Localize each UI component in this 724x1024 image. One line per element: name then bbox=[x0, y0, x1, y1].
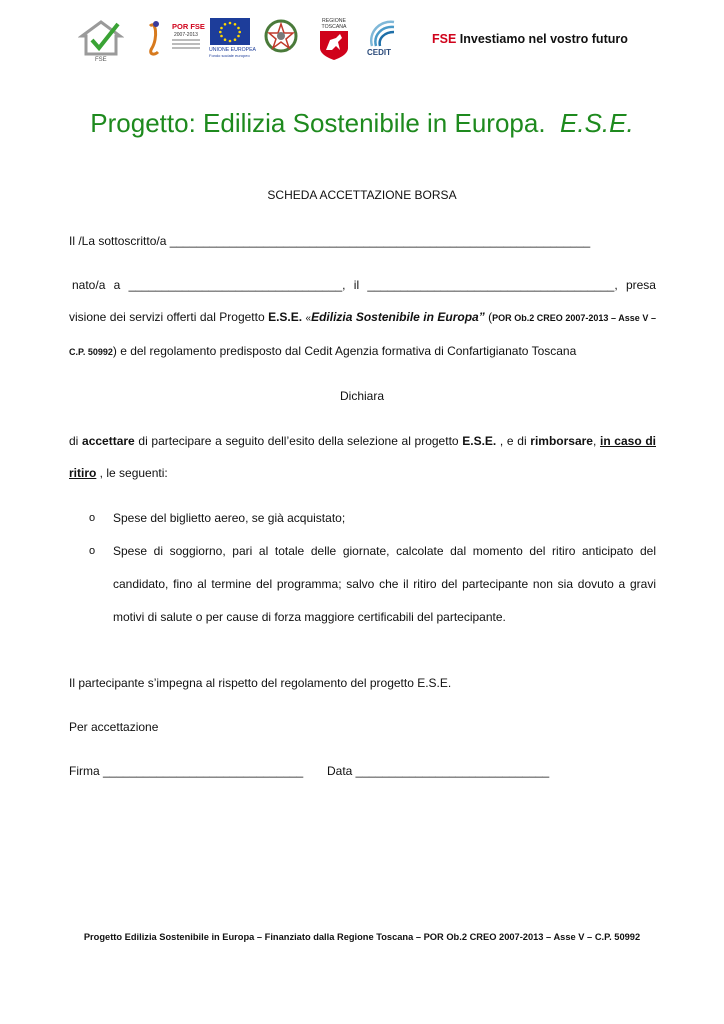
data-field: Data _____________________________ bbox=[327, 764, 550, 778]
visione-text: visione dei servizi offerti dal Progetto bbox=[69, 310, 269, 324]
nato-line bbox=[72, 278, 656, 292]
firma-field: Firma ______________________________ bbox=[69, 764, 304, 778]
footer-text: Progetto Edilizia Sostenibile in Europa – Finanziato dalla Regione Toscana – POR Ob.2 CREO 2007-2013 – Asse V – C.P. 50992 bbox=[83, 932, 641, 942]
sottoscritto-line: Il /La sottoscritto/a _______________________________________________________________ bbox=[69, 234, 591, 248]
acc-rimborsare: rimborsare bbox=[530, 434, 593, 448]
accettare-line bbox=[69, 434, 656, 448]
acc-text-1: di bbox=[69, 434, 83, 448]
bullet-item-1: Spese del biglietto aereo, se già acquistato; bbox=[113, 511, 346, 525]
regione-toscana-logo bbox=[316, 16, 352, 65]
visione-paren: ( bbox=[484, 310, 493, 324]
ritiro-word: ritiro bbox=[69, 466, 97, 480]
presa-text: presa bbox=[625, 278, 656, 292]
bullet-item-2-line-2: candidato, fino al termine del programma; salvo che il ritiro del partecipante non sia dovuto a gravi bbox=[113, 577, 656, 591]
fse-logo-text: FSE bbox=[95, 57, 107, 62]
impegna-line: Il partecipante s’impegna al rispetto del regolamento del progetto E.S.E. bbox=[69, 676, 452, 690]
bullet-marker: o bbox=[89, 512, 96, 524]
dichiara-heading: Dichiara bbox=[339, 389, 384, 403]
acc-ese: E.S.E. bbox=[462, 434, 497, 448]
il-field: il _____________________________________, bbox=[353, 278, 618, 292]
eu-label: UNIONE EUROPEA bbox=[209, 47, 256, 53]
acc-text-3: , e di bbox=[496, 434, 531, 448]
visione-italic: Edilizia Sostenibile in Europa” bbox=[311, 310, 485, 324]
cp-code: C.P. 50992 bbox=[69, 347, 113, 357]
document-subtitle: SCHEDA ACCETTAZIONE BORSA bbox=[267, 188, 457, 202]
por-fse-years: 2007-2013 bbox=[174, 32, 198, 38]
visione-quote: « bbox=[305, 313, 312, 324]
acc-text-2: di partecipare a seguito dell’esito della selezione al progetto bbox=[134, 434, 463, 448]
bullet-marker: o bbox=[89, 545, 96, 557]
bullet-item-2-line-3: motivi di salute o per cause di forza maggiore certificabili del partecipante. bbox=[113, 610, 506, 624]
cp-line bbox=[69, 344, 576, 358]
cedit-text: CEDIT bbox=[367, 48, 391, 57]
title-italic: E.S.E. bbox=[560, 108, 634, 138]
acc-text-4: , bbox=[592, 434, 600, 448]
por-fse-title: POR FSE bbox=[172, 22, 205, 31]
eu-sub: Fondo sociale europeo bbox=[209, 53, 250, 58]
title-main: Progetto: Edilizia Sostenibile in Europa. bbox=[90, 108, 546, 138]
per-accettazione: Per accettazione bbox=[69, 720, 159, 734]
visione-ese: E.S.E. bbox=[268, 310, 306, 324]
cp-rest: ) e del regolamento predisposto dal Cedit Agenzia formativa di Confartigianato Toscana bbox=[112, 344, 577, 358]
regione-line2: TOSCANA bbox=[321, 24, 347, 30]
acc-in-caso-di: in caso di bbox=[599, 434, 656, 448]
acc-accettare: accettare bbox=[82, 434, 135, 448]
tagline-rest: Investiamo nel vostro futuro bbox=[456, 32, 628, 46]
seguenti-text: , le seguenti: bbox=[96, 466, 168, 480]
eu-flag-logo bbox=[206, 18, 256, 61]
tagline-fse: FSE bbox=[432, 32, 457, 46]
italian-republic-emblem bbox=[262, 18, 300, 61]
cedit-logo bbox=[366, 18, 400, 61]
header-tagline bbox=[432, 32, 628, 46]
fse-house-logo bbox=[78, 18, 124, 65]
visione-por: POR Ob.2 CREO 2007-2013 – Asse V – bbox=[492, 313, 656, 323]
nato-a-field: nato/a a ________________________________, bbox=[72, 278, 346, 292]
bullet-item-2-line-1: Spese di soggiorno, pari al totale delle giornate, calcolate dal momento del ritiro anticipato del bbox=[113, 544, 656, 558]
ritiro-line bbox=[69, 466, 168, 480]
visione-line bbox=[69, 310, 656, 324]
regione-line1: REGIONE bbox=[322, 18, 346, 24]
por-fse-logo bbox=[144, 18, 206, 61]
page-title bbox=[0, 108, 724, 139]
